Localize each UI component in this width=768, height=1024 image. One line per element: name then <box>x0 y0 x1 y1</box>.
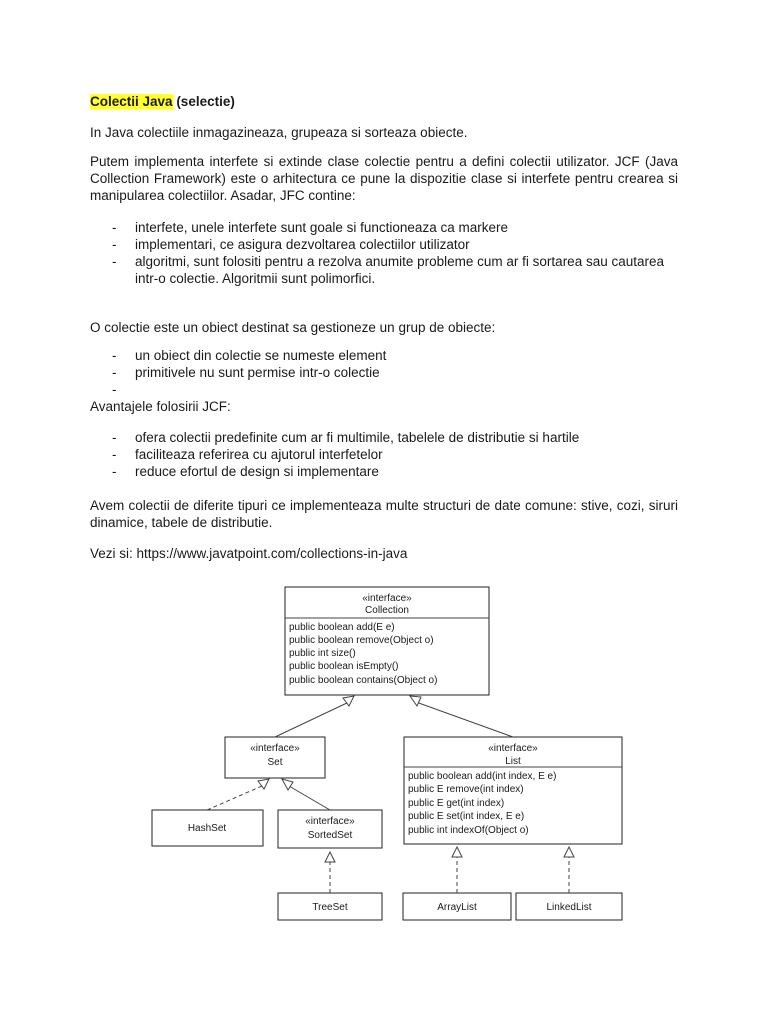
collection-method: public boolean add(E e) <box>289 622 395 633</box>
list-item: - faciliteaza referirea cu ajutorul interfetelor <box>90 446 678 463</box>
uml-hashset-class <box>152 810 263 846</box>
edge-line <box>416 702 513 737</box>
edge-list-extends-collection <box>410 696 513 737</box>
sortedset-stereotype: «interface» <box>305 816 355 827</box>
paragraph-advantages: Avantajele folosirii JCF: <box>90 399 231 414</box>
uml-set-interface <box>225 737 325 778</box>
arraylist-name: ArrayList <box>437 902 477 913</box>
collection-method: public boolean isEmpty() <box>289 661 399 672</box>
collection-method: public boolean contains(Object o) <box>289 675 438 686</box>
inheritance-arrowhead <box>282 779 293 790</box>
list-item: - un obiect din colectie se numeste element <box>90 347 678 364</box>
uml-list-interface <box>404 737 622 844</box>
linkedlist-name: LinkedList <box>546 902 592 913</box>
list-method: public E set(int index, E e) <box>408 811 525 822</box>
inheritance-arrowhead <box>410 696 421 706</box>
list-method: public int indexOf(Object o) <box>408 825 529 836</box>
list-item: - interfete, unele interfete sunt goale si functioneaza ca markere <box>90 219 678 236</box>
title-rest: (selectie) <box>176 94 235 109</box>
realization-arrowhead <box>325 852 335 862</box>
treeset-name: TreeSet <box>312 902 348 913</box>
edge-line <box>289 786 330 810</box>
uml-treeset-class <box>278 893 382 920</box>
collection-method: public int size() <box>289 648 356 659</box>
list-method: public E remove(int index) <box>408 784 524 795</box>
list-item: - implementari, ce asigura dezvoltarea colectiilor utilizator <box>90 236 678 253</box>
edge-line <box>275 702 349 737</box>
list-item: - primitivele nu sunt permise intr-o colectie <box>90 364 678 381</box>
list-item: - reduce efortul de design si implementare <box>90 463 678 480</box>
collection-name: Collection <box>365 605 409 616</box>
uml-arraylist-class <box>403 893 511 920</box>
uml-linkedlist-class <box>516 893 622 920</box>
uml-sortedset-interface <box>278 810 382 848</box>
list-method: public boolean add(int index, E e) <box>408 771 557 782</box>
edge-arraylist-implements-list <box>452 847 462 893</box>
realization-arrowhead <box>452 847 462 857</box>
set-name: Set <box>267 757 283 768</box>
title-highlight: Colectii Java <box>90 94 173 109</box>
collection-method: public boolean remove(Object o) <box>289 635 434 646</box>
list-method: public E get(int index) <box>408 798 505 809</box>
sortedset-name: SortedSet <box>307 830 353 841</box>
set-stereotype: «interface» <box>250 743 300 754</box>
edge-hashset-implements-set <box>207 779 269 810</box>
list-name: List <box>505 756 521 767</box>
list-item: - ofera colectii predefinite cum ar fi multimile, tabelele de distributie si hartile <box>90 429 678 446</box>
paragraph-see-also: Vezi si: https://www.javatpoint.com/collections-in-java <box>90 546 408 561</box>
list-stereotype: «interface» <box>488 743 538 754</box>
edge-sortedset-extends-set <box>282 779 330 810</box>
edge-line <box>207 786 262 810</box>
hashset-name: HashSet <box>187 823 227 834</box>
paragraph-collection-types: Avem colectii de diferite tipuri ce implementeaza multe structuri de date comune: stive, cozi, siruri dinamice, tabele de distributie. <box>90 498 678 530</box>
edge-linkedlist-implements-list <box>564 847 574 893</box>
paragraph-collection-definition: O colectie este un obiect destinat sa gestioneze un grup de obiecte: <box>90 320 496 335</box>
edge-set-extends-collection <box>275 696 354 737</box>
paragraph-jcf: Putem implementa interfete si extinde clase colectie pentru a defini colectii utilizator. JCF (Java Collection Framework) este o arhitectura ce pune la dispozitie clase si interfete pentru crearea si manipularea colectiilor. Asadar, JFC contine: <box>90 154 678 203</box>
uml-collection-interface <box>285 587 489 695</box>
list-item: - algoritmi, sunt folositi pentru a rezolva anumite probleme cum ar fi sortarea sau cautarea intr-o colectie. Algoritmii sunt polimorfici. <box>90 253 678 287</box>
realization-arrowhead <box>564 847 574 857</box>
collection-stereotype: «interface» <box>362 593 412 604</box>
edge-treeset-implements-sortedset <box>325 852 335 893</box>
paragraph-intro: In Java colectiile inmagazineaza, grupeaza si sorteaza obiecte. <box>90 125 468 140</box>
